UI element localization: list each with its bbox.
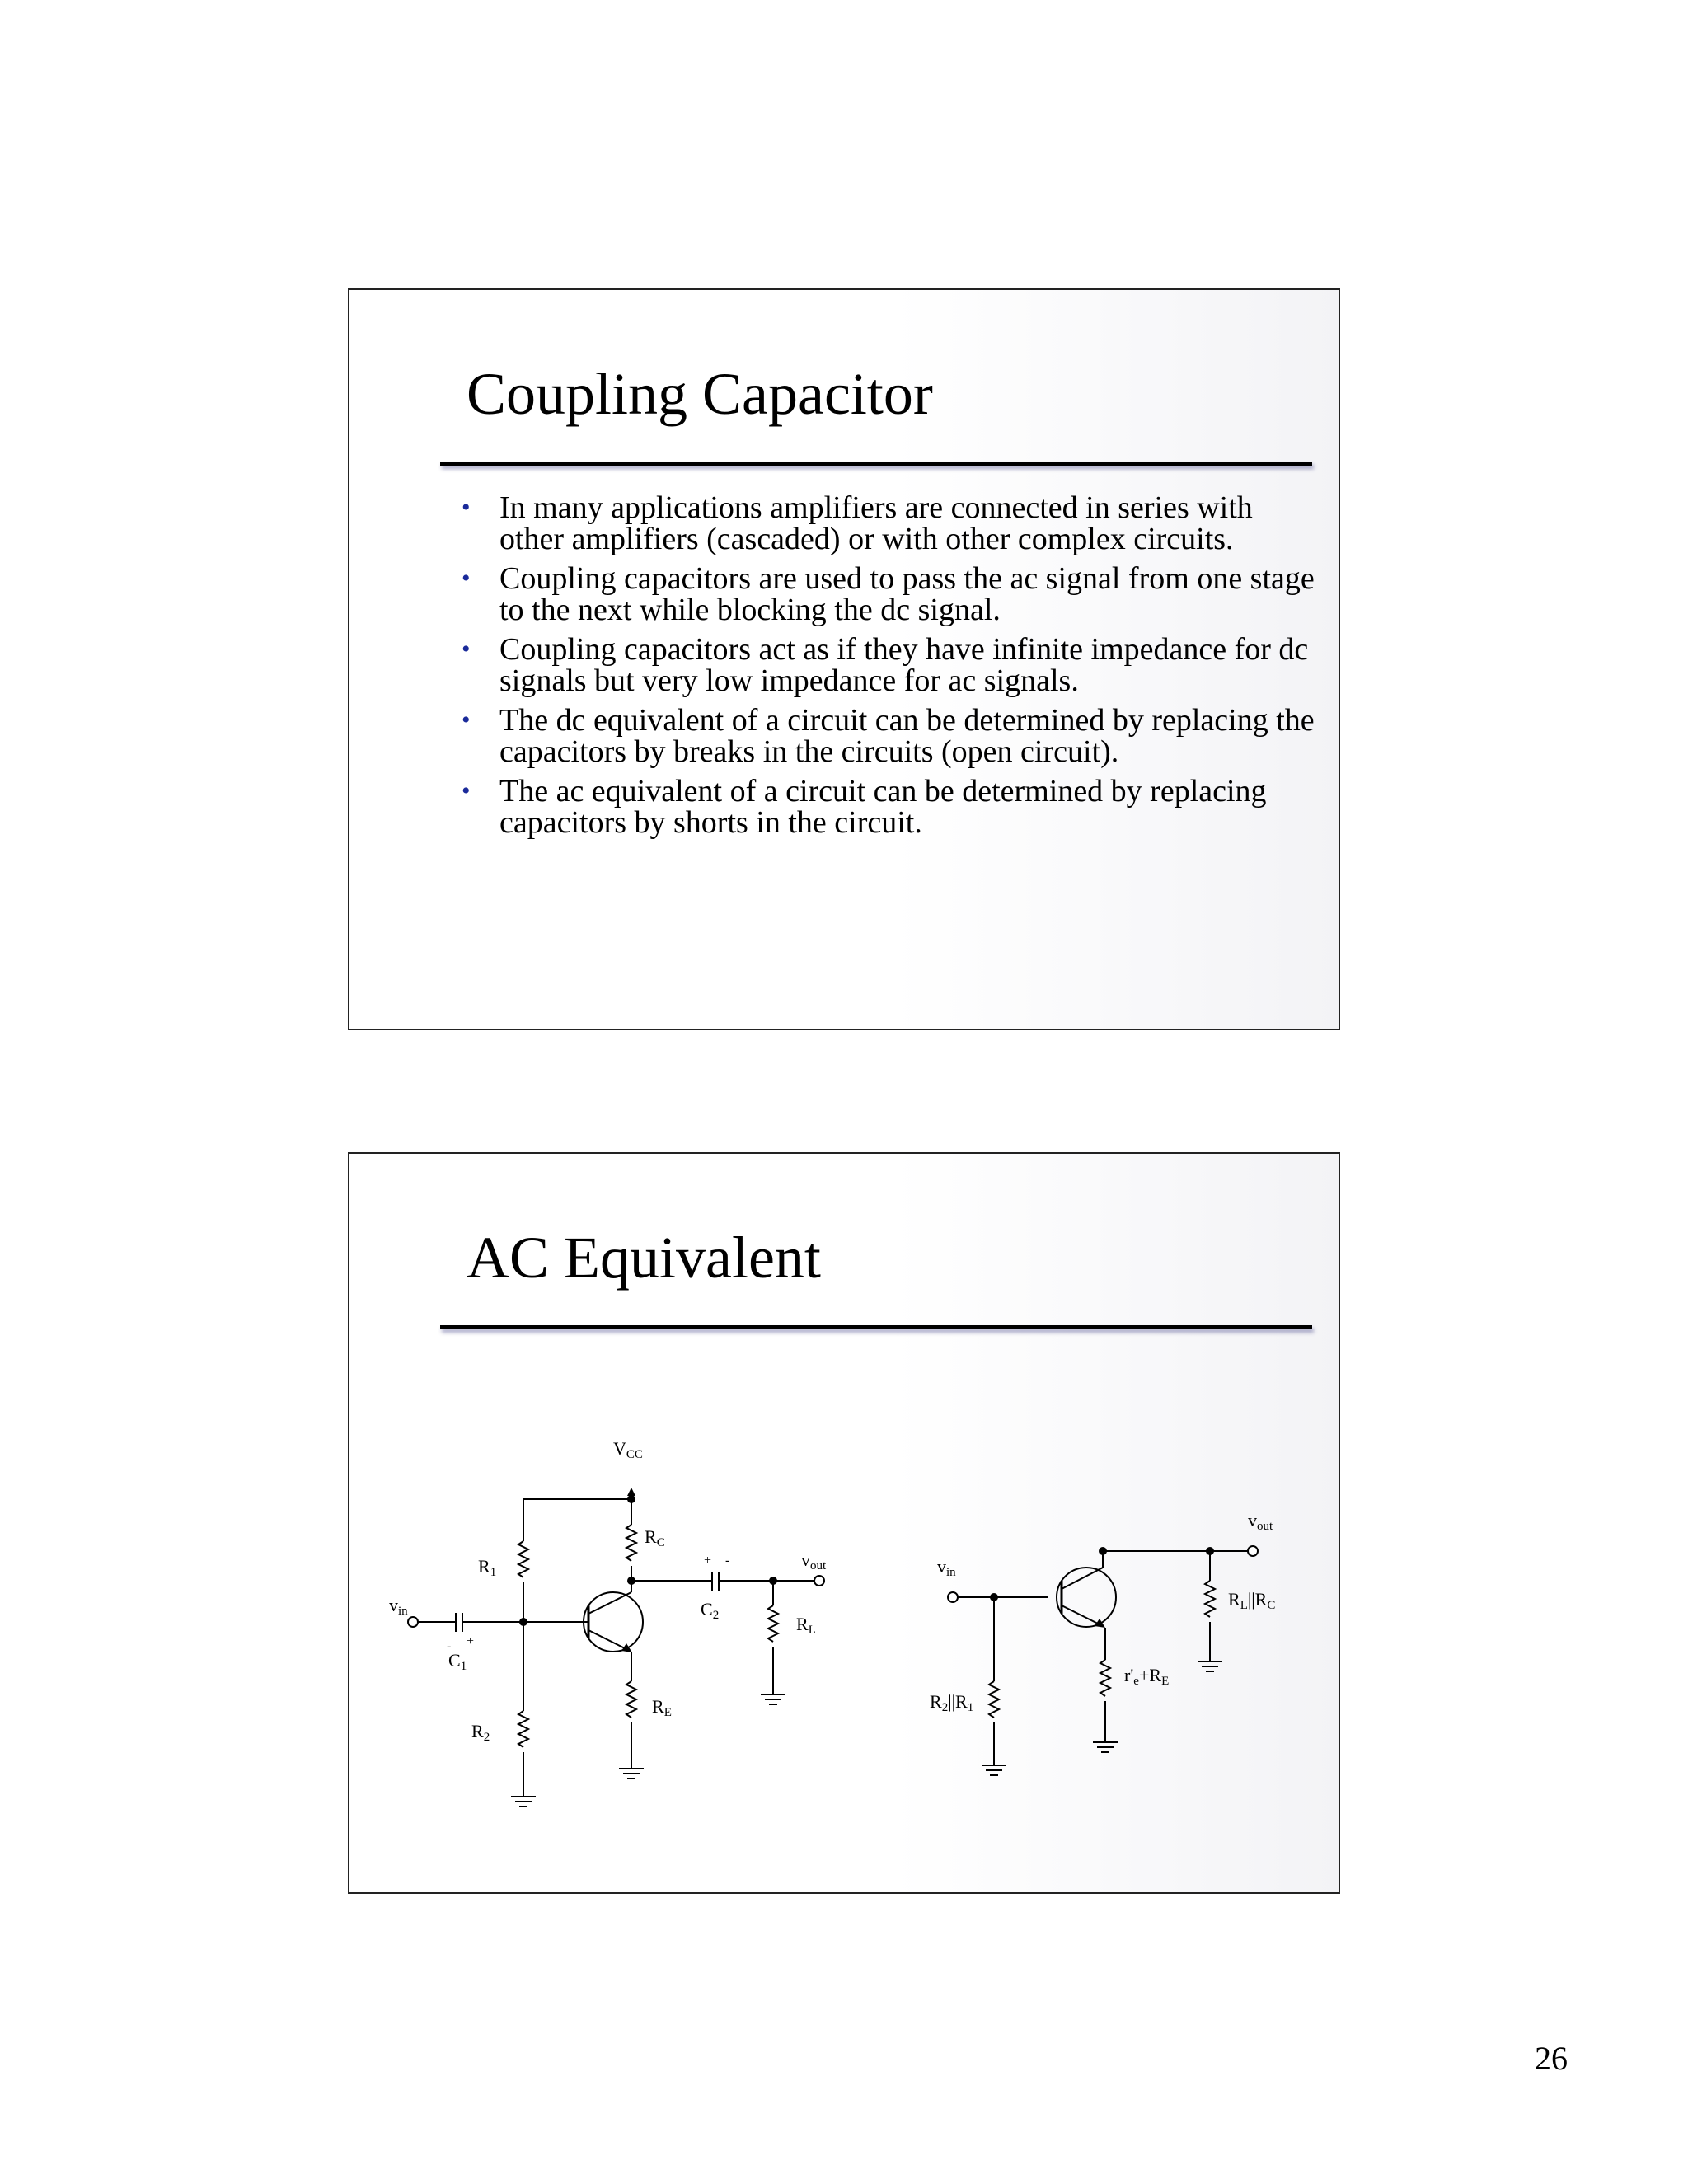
- label-r1: R1: [478, 1556, 497, 1579]
- label-vcc: VCC: [613, 1438, 643, 1461]
- label-re-prime: r'e+RE: [1124, 1665, 1170, 1688]
- label-r2-r1: R2||R1: [930, 1691, 974, 1714]
- label-vout: vout: [801, 1549, 827, 1572]
- resistor-rc: [626, 1525, 636, 1561]
- resistor-rl-rc: [1205, 1581, 1215, 1617]
- label-rl-rc: RL||RC: [1228, 1589, 1276, 1612]
- resistor-rl: [768, 1605, 778, 1642]
- resistor-re: [626, 1681, 636, 1718]
- label-r2: R2: [471, 1721, 490, 1744]
- c2-minus-sign: -: [725, 1554, 730, 1568]
- resistor-r2: [518, 1711, 528, 1747]
- label-vin: vin: [389, 1595, 408, 1618]
- title-underline: [440, 462, 1312, 466]
- resistor-r2-r1: [989, 1681, 999, 1718]
- c1-plus-sign: +: [467, 1634, 475, 1648]
- bullet-item: • Coupling capacitors are used to pass the ac signal from one stage to the next while blocking the dc signal.: [462, 563, 1319, 626]
- slide-coupling-capacitor: [348, 288, 1340, 1030]
- slide-title: Coupling Capacitor: [467, 361, 933, 427]
- bullet-list: [462, 492, 1319, 846]
- bullet-item: • The ac equivalent of a circuit can be determined by replacing capacitors by shorts in the circuit.: [462, 776, 1319, 838]
- c2-plus-sign: +: [704, 1554, 712, 1568]
- label-vin: vin: [937, 1556, 956, 1579]
- label-c2: C2: [701, 1599, 720, 1622]
- bullet-item: • The dc equivalent of a circuit can be determined by replacing the capacitors by breaks in the circuits (open circuit).: [462, 705, 1319, 767]
- label-c1: C1: [448, 1650, 467, 1673]
- vout-terminal: [1248, 1546, 1258, 1556]
- slide-ac-equivalent: [348, 1152, 1340, 1894]
- label-re: RE: [652, 1696, 672, 1719]
- bullet-item: • In many applications amplifiers are connected in series with other amplifiers (cascaded) or with other complex circuits.: [462, 492, 1319, 555]
- vin-terminal: [948, 1592, 958, 1602]
- label-rl: RL: [796, 1614, 816, 1637]
- ac-equivalent-circuit: [948, 1546, 1258, 1775]
- vin-terminal: [408, 1617, 418, 1627]
- resistor-r1: [518, 1541, 528, 1577]
- resistor-re-prime: [1100, 1660, 1110, 1696]
- vcc-arrow: [627, 1488, 635, 1496]
- vout-terminal: [814, 1576, 824, 1586]
- label-rc: RC: [645, 1526, 665, 1549]
- bullet-item: • Coupling capacitors act as if they have infinite impedance for dc signals but very low impedance for ac signals.: [462, 634, 1319, 696]
- slide-title: AC Equivalent: [467, 1225, 821, 1291]
- c1-minus-sign: -: [447, 1639, 452, 1653]
- label-vout: vout: [1248, 1510, 1273, 1533]
- circuit-diagrams: [349, 1154, 1340, 1894]
- page-number: 26: [1535, 2040, 1568, 2077]
